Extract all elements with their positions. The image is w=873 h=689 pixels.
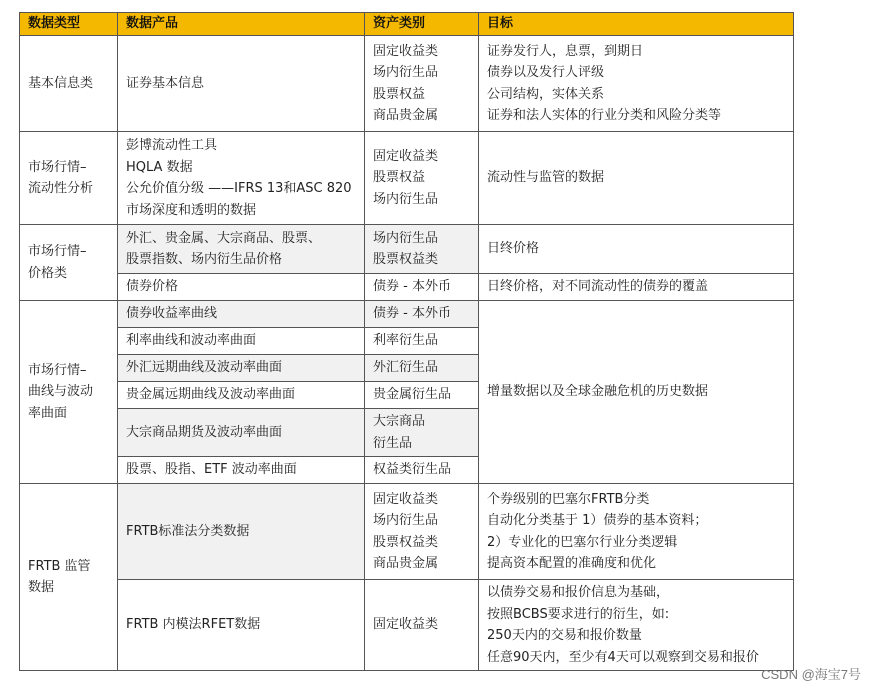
cell-line: 贵金属衍生品: [373, 387, 452, 403]
asset-cell: [365, 328, 479, 355]
cell-line: 股票权益: [373, 86, 426, 102]
type-cell: [20, 484, 118, 671]
goal-cell: [479, 580, 794, 671]
cell-line: 股票权益类: [373, 534, 439, 550]
cell-line: 场内衍生品: [373, 230, 439, 246]
cell-line: 基本信息类: [28, 75, 94, 91]
cell-line: 增量数据以及全球金融危机的历史数据: [487, 384, 709, 400]
cell-line: 市场行情–: [28, 244, 87, 259]
asset-cell: [365, 36, 479, 132]
header-asset-class: 资产类别: [365, 13, 479, 36]
cell-line: 债券价格: [126, 279, 179, 295]
cell-line: 大宗商品: [373, 414, 426, 429]
cell-line: 权益类衍生品: [373, 462, 452, 478]
goal-cell: [479, 301, 794, 484]
asset-cell: [365, 580, 479, 671]
cell-line: 任意90天内，至少有4天可以观察到交易和报价: [487, 649, 759, 665]
product-cell: [118, 301, 365, 328]
header-goal: 目标: [479, 13, 794, 36]
cell-line: 市场行情–: [28, 159, 87, 175]
cell-line: 外汇衍生品: [373, 360, 439, 376]
product-cell: [118, 382, 365, 409]
cell-line: FRTB 监管: [28, 558, 91, 574]
cell-line: 日终价格: [487, 241, 540, 257]
cell-line: 价格类: [28, 265, 68, 281]
cell-line: 债券以及发行人评级: [487, 65, 605, 80]
cell-line: 衍生品: [373, 435, 413, 451]
product-cell: [118, 484, 365, 580]
table-row-price-bond: [20, 274, 794, 301]
cell-line: 股票权益: [373, 170, 426, 186]
type-cell: [20, 301, 118, 484]
cell-line: 2）专业化的巴塞尔行业分类逻辑: [487, 534, 678, 550]
cell-line: 大宗商品期货及波动率曲面: [126, 424, 283, 440]
product-cell: [118, 355, 365, 382]
cell-line: 彭博流动性工具: [126, 138, 218, 153]
product-cell: [118, 132, 365, 225]
cell-line: 股票权益类: [373, 252, 439, 267]
asset-cell: [365, 225, 479, 274]
goal-cell: [479, 225, 794, 274]
cell-line: FRTB 内模法RFET数据: [126, 617, 261, 633]
product-cell: [118, 457, 365, 484]
type-cell: [20, 36, 118, 132]
cell-line: 外汇、贵金属、大宗商品、股票、: [126, 230, 322, 246]
cell-line: 固定收益类: [373, 43, 439, 59]
product-cell: [118, 225, 365, 274]
cell-line: 率曲面: [28, 405, 68, 421]
cell-line: 按照BCBS要求进行的衍生，如:: [487, 606, 670, 622]
cell-line: 固定收益类: [373, 617, 439, 633]
goal-cell: [479, 132, 794, 225]
cell-line: 利率曲线和波动率曲面: [126, 333, 257, 349]
cell-line: 贵金属远期曲线及波动率曲面: [126, 387, 296, 403]
product-cell: [118, 580, 365, 671]
product-cell: [118, 328, 365, 355]
header-row: [20, 13, 794, 36]
product-cell: [118, 409, 365, 457]
cell-line: 债券 - 本外币: [373, 279, 451, 295]
asset-cell: [365, 132, 479, 225]
cell-line: 公允价值分级 ——IFRS 13和ASC 820: [126, 181, 352, 196]
cell-line: 场内衍生品: [373, 513, 439, 528]
cell-line: 证券和法人实体的行业分类和风险分类等: [487, 108, 722, 123]
cell-line: 自动化分类基于 1）债券的基本资料；: [487, 513, 708, 528]
asset-cell: [365, 457, 479, 484]
cell-line: FRTB标准法分类数据: [126, 523, 250, 539]
asset-cell: [365, 355, 479, 382]
asset-cell: [365, 274, 479, 301]
cell-line: 250天内的交易和报价数量: [487, 628, 642, 643]
cell-line: 曲线与波动: [28, 384, 94, 400]
cell-line: 数据: [28, 580, 55, 595]
data-product-table: [19, 12, 794, 671]
product-cell: [118, 274, 365, 301]
cell-line: 固定收益类: [373, 491, 439, 507]
product-cell: [118, 36, 365, 132]
goal-cell: [479, 484, 794, 580]
cell-line: 商品贵金属: [373, 556, 439, 571]
cell-line: 场内衍生品: [373, 65, 439, 80]
table-row-liquidity: [20, 132, 794, 225]
cell-line: 固定收益类: [373, 148, 439, 164]
goal-cell: [479, 274, 794, 301]
cell-line: 流动性与监管的数据: [487, 170, 605, 186]
cell-line: 外汇远期曲线及波动率曲面: [126, 360, 283, 376]
goal-cell: [479, 36, 794, 132]
header-data-type: 数据类型: [20, 13, 118, 36]
asset-cell: [365, 301, 479, 328]
watermark-text: CSDN @海宝7号: [761, 667, 861, 682]
table-row-frtb-rfet: [20, 580, 794, 671]
table-row-curve: [20, 301, 794, 328]
cell-line: 证券基本信息: [126, 75, 205, 91]
cell-line: 提高资本配置的准确度和优化: [487, 556, 657, 571]
cell-line: 债券 - 本外币: [373, 306, 451, 322]
cell-line: HQLA 数据: [126, 159, 193, 175]
header-data-product: 数据产品: [118, 13, 365, 36]
cell-line: 以债券交易和报价信息为基础，: [487, 585, 670, 600]
cell-line: 股票指数、场内衍生品价格: [126, 252, 283, 267]
cell-line: 流动性分析: [28, 181, 94, 196]
table-row-basic: [20, 36, 794, 132]
table-row-price: [20, 225, 794, 274]
cell-line: 商品贵金属: [373, 108, 439, 123]
cell-line: 场内衍生品: [373, 191, 439, 207]
cell-line: 利率衍生品: [373, 333, 439, 349]
asset-cell: [365, 409, 479, 457]
cell-line: 公司结构，实体关系: [487, 86, 605, 102]
table-row-frtb: [20, 484, 794, 580]
cell-line: 证券发行人，息票，到期日: [487, 43, 644, 59]
cell-line: 市场行情–: [28, 362, 87, 378]
asset-cell: [365, 484, 479, 580]
type-cell: [20, 132, 118, 225]
type-cell: [20, 225, 118, 301]
cell-line: 债券收益率曲线: [126, 306, 218, 322]
cell-line: 个券级别的巴塞尔FRTB分类: [487, 491, 650, 507]
cell-line: 股票、股指、ETF 波动率曲面: [126, 462, 297, 478]
cell-line: 日终价格，对不同流动性的债券的覆盖: [487, 279, 709, 295]
cell-line: 市场深度和透明的数据: [126, 202, 257, 218]
asset-cell: [365, 382, 479, 409]
